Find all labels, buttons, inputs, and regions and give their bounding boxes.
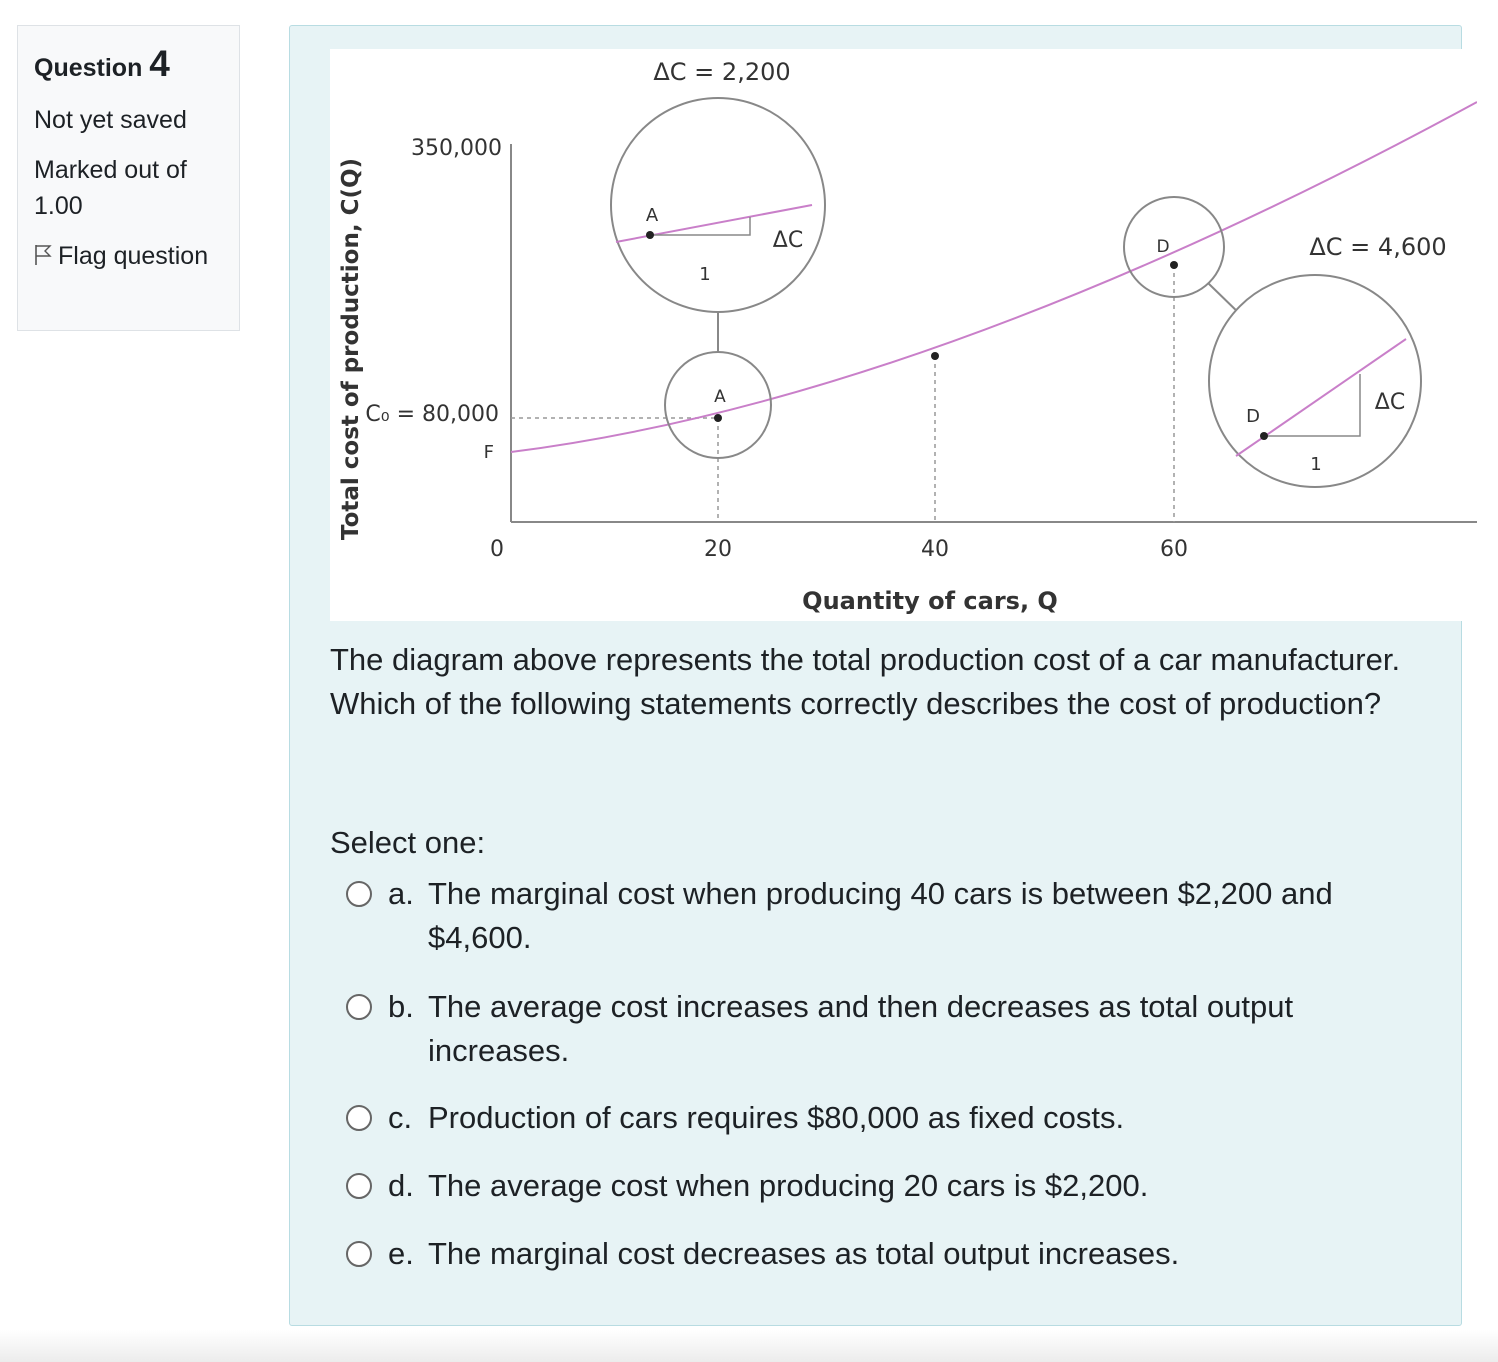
answer-text: The average cost when producing 20 cars is $2,200. <box>428 1168 1149 1203</box>
question-label: Question <box>34 54 143 82</box>
answer-option-e[interactable] <box>346 1232 1426 1276</box>
save-status: Not yet saved <box>34 106 187 134</box>
y-tick-f: F <box>483 442 494 463</box>
radio-e[interactable] <box>346 1241 372 1267</box>
cost-diagram <box>330 49 1477 621</box>
point-a <box>714 414 722 422</box>
radio-d[interactable] <box>346 1173 372 1199</box>
question-content-panel <box>289 25 1462 1326</box>
question-text: The diagram above represents the total production cost of a car manufacturer. Which of the following statements correctly describes the cost of production? <box>330 642 1401 721</box>
point-q40 <box>931 352 939 360</box>
answer-letter: a. <box>388 876 414 911</box>
select-one-prompt: Select one: <box>330 825 486 860</box>
radio-b[interactable] <box>346 994 372 1020</box>
answer-text: The average cost increases and then decreases as total output increases. <box>428 989 1294 1068</box>
label-a-zoom: A <box>645 205 659 226</box>
answer-text: Production of cars requires $80,000 as fixed costs. <box>428 1100 1125 1135</box>
x-tick-40: 40 <box>921 537 949 562</box>
y-axis-label: Total cost of production, C(Q) <box>338 157 364 541</box>
y-tick-350000: 350,000 <box>411 136 502 161</box>
question-number: 4 <box>149 43 170 84</box>
label-a-run: 1 <box>699 264 711 285</box>
x-tick-0: 0 <box>490 537 504 562</box>
x-tick-20: 20 <box>704 537 732 562</box>
flag-question-button[interactable] <box>34 238 223 274</box>
label-a-small: A <box>714 387 726 407</box>
question-info-panel <box>17 25 240 331</box>
cost-diagram-svg <box>330 49 1477 621</box>
label-d-zoom: D <box>1246 406 1260 427</box>
delta-c-a-label: ΔC = 2,200 <box>653 58 791 86</box>
answer-text: The marginal cost when producing 40 cars is between $2,200 and $4,600. <box>428 876 1333 955</box>
y-tick-c0: C₀ = 80,000 <box>365 402 499 427</box>
point-d <box>1170 261 1178 269</box>
answer-letter: c. <box>388 1100 413 1135</box>
point-a-zoom <box>646 231 654 239</box>
point-d-zoom <box>1260 432 1268 440</box>
circle-a-zoom <box>611 98 825 312</box>
label-d-delta: ΔC <box>1374 390 1406 415</box>
label-d-run: 1 <box>1310 454 1322 475</box>
answer-letter: d. <box>388 1168 414 1203</box>
radio-c[interactable] <box>346 1105 372 1131</box>
answer-letter: e. <box>388 1236 414 1271</box>
x-axis-label: Quantity of cars, Q <box>802 587 1058 615</box>
question-title <box>34 44 223 88</box>
radio-a[interactable] <box>346 881 372 907</box>
x-tick-60: 60 <box>1160 537 1188 562</box>
answer-option-b[interactable] <box>346 985 1426 1073</box>
answer-option-d[interactable] <box>346 1164 1426 1208</box>
answer-text: The marginal cost decreases as total output increases. <box>428 1236 1180 1271</box>
label-d-small: D <box>1156 237 1170 257</box>
page-bottom-edge <box>0 1330 1498 1362</box>
answer-letter: b. <box>388 989 414 1024</box>
delta-c-d-label: ΔC = 4,600 <box>1309 233 1447 261</box>
label-a-delta: ΔC <box>772 228 804 253</box>
flag-icon <box>34 244 52 266</box>
flag-question-label: Flag question <box>58 242 209 270</box>
marked-out-of: Marked out of 1.00 <box>34 156 187 220</box>
answer-option-a[interactable] <box>346 872 1426 960</box>
answer-option-c[interactable] <box>346 1096 1426 1140</box>
